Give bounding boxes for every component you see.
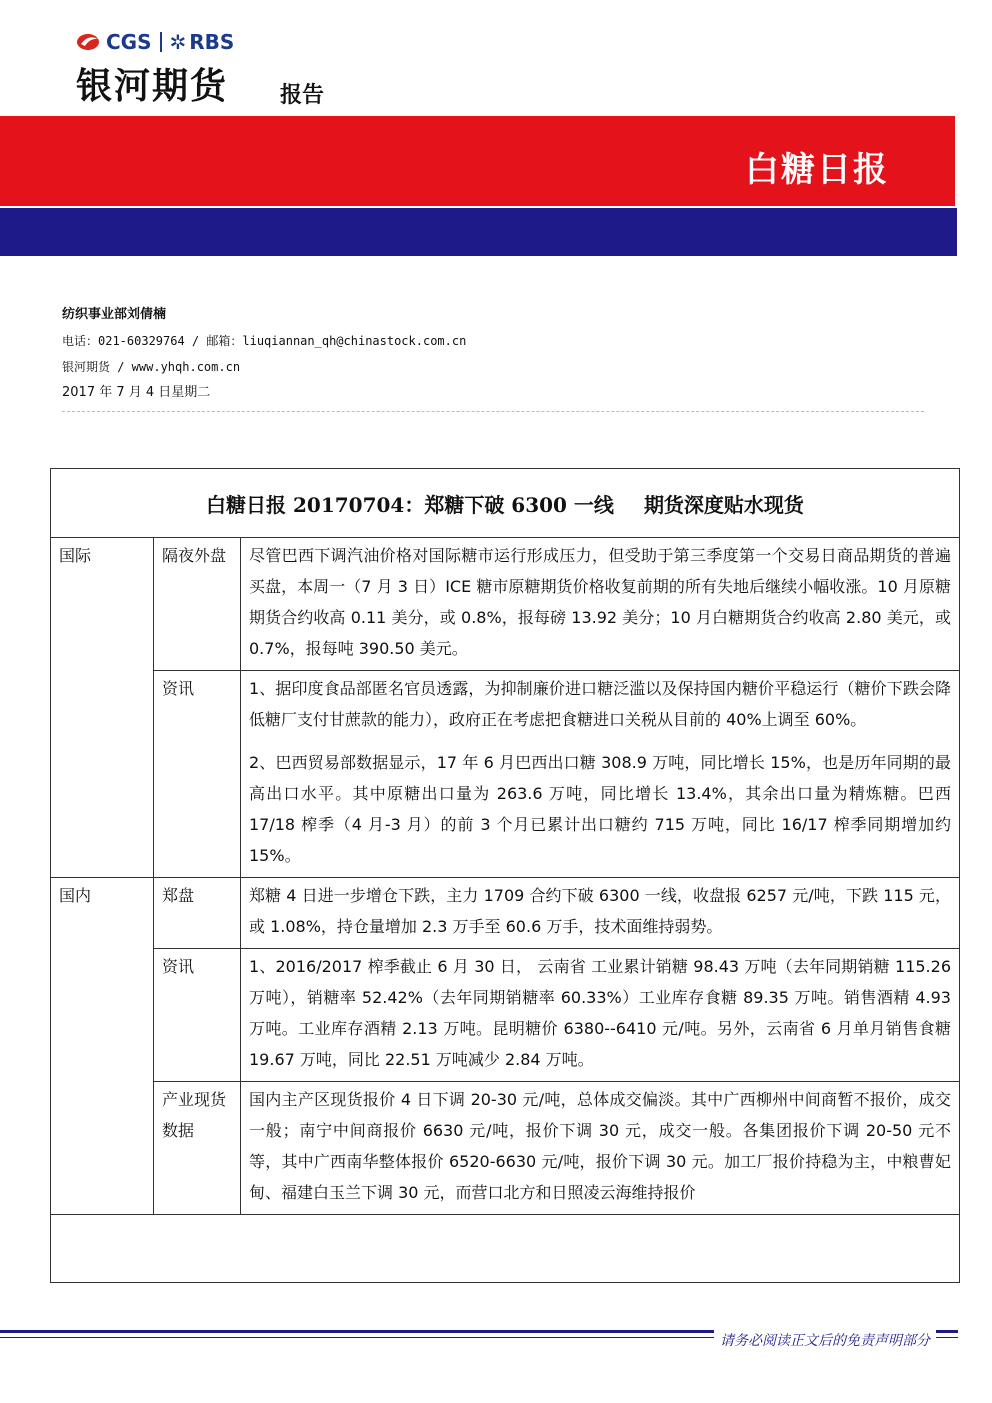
- content-cell: [241, 1082, 960, 1215]
- paragraph: 2、巴西贸易部数据显示，17 年 6 月巴西出口糖 308.9 万吨，同比增长 15%，也是历年同期的最高出口水平。其中原糖出口量为 263.6 万吨，同比增长 13.4%，其余出口量为精炼糖。巴西 17/18 榨季（4 月-3 月）的前 3 个月已累计出口糖约 715 万吨，同比 16/17 榨季同期增加约 15%。: [249, 753, 951, 865]
- contact-website: 银河期货 / www.yhqh.com.cn: [62, 360, 241, 374]
- brand-name-cn: 银河期货: [76, 66, 229, 107]
- brand-rbs-icon: ✲: [169, 30, 187, 54]
- topic-cell: 产业现货数据: [154, 1082, 241, 1215]
- topic-cell: 隔夜外盘: [154, 538, 241, 671]
- report-table: [51, 538, 959, 1215]
- paragraph: 郑糖 4 日进一步增仓下跌，主力 1709 合约下破 6300 一线，收盘报 6257 元/吨，下跌 115 元，或 1.08%，持仓量增加 2.3 万手至 60.6 万手，技术面维持弱势。: [249, 886, 951, 936]
- company-logo: [76, 30, 376, 116]
- banner-title: 白糖日报: [745, 150, 889, 190]
- contact-block: [62, 302, 466, 406]
- paragraph: 国内主产区现货报价 4 日下调 20-30 元/吨，总体成交偏淡。其中广西柳州中间商暂不报价，成交一般；南宁中间商报价 6630 元/吨，报价下调 30 元，成交一般。各集团报价下调 20-50 元不等，其中广西南华整体报价 6520-6630 元/吨，报价下调 30 元。加工厂报价持稳为主，中粮曹妃甸、福建白玉兰下调 30 元，而营口北方和日照凌云海维持报价: [249, 1090, 951, 1202]
- table-row: [51, 1082, 959, 1215]
- table-row: [51, 671, 959, 878]
- report-title: [51, 469, 959, 538]
- brand-abbr: [76, 30, 376, 54]
- divider: [62, 411, 924, 412]
- report-date: 2017 年 7 月 4 日星期二: [62, 385, 211, 400]
- topic-cell: 郑盘: [154, 878, 241, 949]
- table-row: [51, 878, 959, 949]
- footer-disclaimer: 请务必阅读正文后的免责声明部分: [714, 1330, 936, 1352]
- topic-cell: 资讯: [154, 671, 241, 878]
- contact-phone-email: 电话：021-60329764 / 邮箱：liuqiannan_qh@chinastock.com.cn: [62, 334, 467, 348]
- table-row: [51, 949, 959, 1082]
- report-title-main: 白糖日报 20170704：郑糖下破 6300 一线: [206, 492, 614, 517]
- report-title-sub: 期货深度贴水现货: [643, 492, 804, 517]
- content-cell: [241, 538, 960, 671]
- table-row: [51, 538, 959, 671]
- title-banner: [0, 116, 955, 206]
- content-cell: [241, 949, 960, 1082]
- report-box: [50, 468, 960, 1283]
- report-word: 报告: [280, 83, 325, 108]
- brand-abbr-cgs: CGS: [106, 30, 152, 54]
- brand-abbr-rbs: RBS: [189, 30, 235, 54]
- paragraph: 尽管巴西下调汽油价格对国际糖市运行形成压力，但受助于第三季度第一个交易日商品期货的普遍买盘，本周一（7 月 3 日）ICE 糖市原糖期货价格收复前期的所有失地后继续小幅收涨。10 月原糖期货合约收高 0.11 美分，或 0.8%，报每磅 13.92 美分；10 月白糖期货合约收高 2.80 美元，或 0.7%，报每吨 390.50 美元。: [249, 546, 951, 658]
- brand-divider: [160, 32, 162, 52]
- author-dept: 纺织事业部刘倩楠: [62, 307, 167, 322]
- content-cell: [241, 878, 960, 949]
- navy-banner: [0, 208, 957, 256]
- content-cell: [241, 671, 960, 878]
- topic-cell: 资讯: [154, 949, 241, 1082]
- paragraph: 1、2016/2017 榨季截止 6 月 30 日， 云南省 工业累计销糖 98.43 万吨（去年同期销糖 115.26 万吨），销糖率 52.42%（去年同期销糖率 60.33%）工业库存食糖 89.35 万吨。销售酒精 4.93 万吨。工业库存酒精 2.13 万吨。昆明糖价 6380--6410 元/吨。另外，云南省 6 月单月销售食糖 19.67 万吨，同比 22.51 万吨减少 2.84 万吨。: [249, 957, 951, 1069]
- region-cell: 国际: [51, 538, 154, 878]
- region-cell: 国内: [51, 878, 154, 1215]
- paragraph: 1、据印度食品部匿名官员透露，为抑制廉价进口糖泛滥以及保持国内糖价平稳运行（糖价下跌会降低糖厂支付甘蔗款的能力），政府正在考虑把食糖进口关税从目前的 40%上调至 60%。: [249, 679, 951, 729]
- swirl-logo-icon: [76, 32, 102, 52]
